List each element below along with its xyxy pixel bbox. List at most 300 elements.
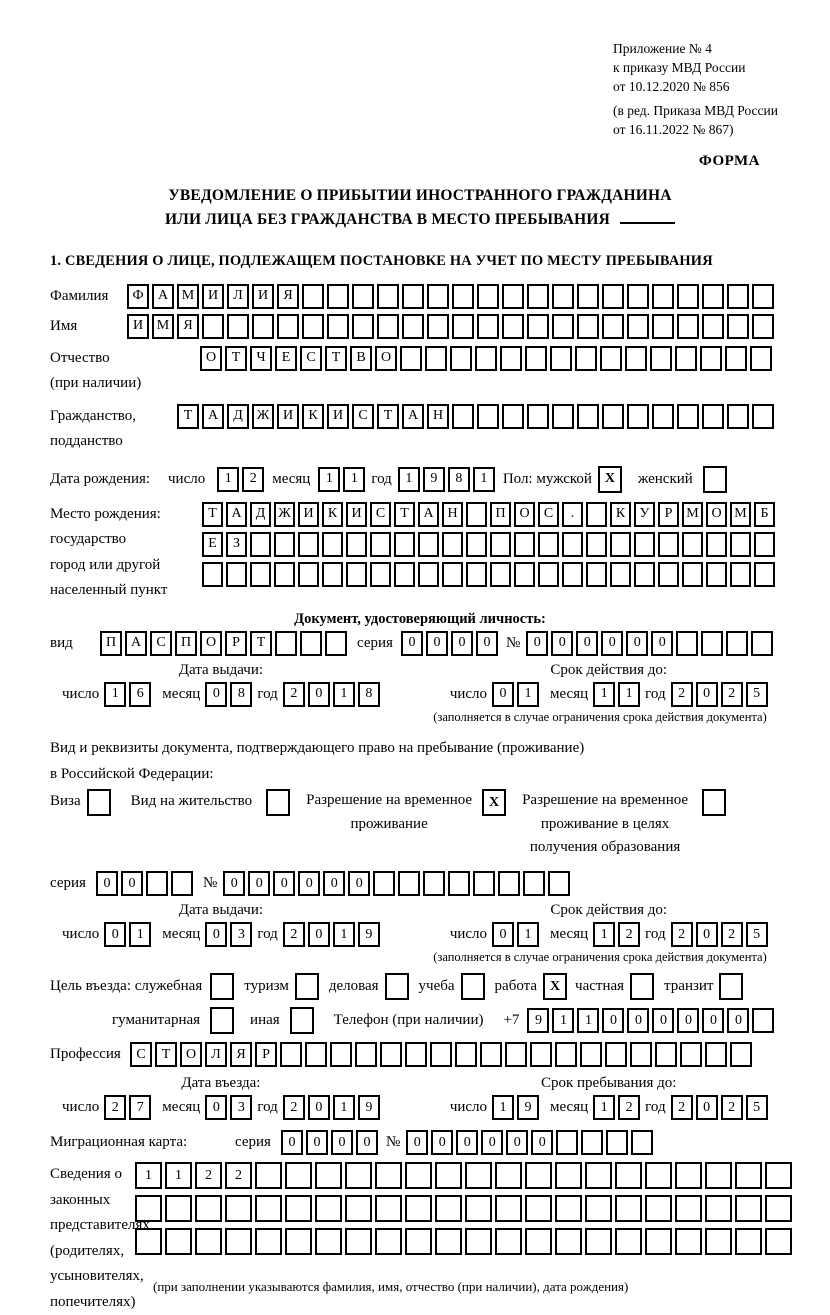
char-cell[interactable]: 0 bbox=[273, 871, 295, 896]
char-cell[interactable] bbox=[345, 1195, 372, 1222]
char-cell[interactable] bbox=[765, 1195, 792, 1222]
char-cell[interactable] bbox=[394, 562, 415, 587]
char-cell[interactable] bbox=[702, 284, 724, 309]
char-cell[interactable]: О bbox=[514, 502, 535, 527]
char-cell[interactable] bbox=[610, 562, 631, 587]
char-cell[interactable]: 2 bbox=[721, 1095, 743, 1120]
business-checkbox[interactable] bbox=[385, 973, 409, 1000]
char-cell[interactable] bbox=[585, 1162, 612, 1189]
char-cell[interactable]: Ч bbox=[250, 346, 272, 371]
char-cell[interactable] bbox=[538, 562, 559, 587]
char-cell[interactable] bbox=[552, 404, 574, 429]
doc-series-cells[interactable] bbox=[401, 631, 498, 656]
char-cell[interactable] bbox=[752, 1008, 774, 1033]
char-cell[interactable]: 1 bbox=[593, 922, 615, 947]
char-cell[interactable] bbox=[448, 871, 470, 896]
private-checkbox[interactable] bbox=[630, 973, 654, 1000]
char-cell[interactable]: А bbox=[226, 502, 247, 527]
residence-valid-month-cells[interactable] bbox=[593, 922, 640, 947]
char-cell[interactable] bbox=[423, 871, 445, 896]
char-cell[interactable] bbox=[452, 284, 474, 309]
char-cell[interactable] bbox=[345, 1162, 372, 1189]
char-cell[interactable] bbox=[730, 532, 751, 557]
char-cell[interactable]: А bbox=[202, 404, 224, 429]
char-cell[interactable]: 0 bbox=[601, 631, 623, 656]
char-cell[interactable] bbox=[302, 314, 324, 339]
char-cell[interactable]: 0 bbox=[401, 631, 423, 656]
char-cell[interactable] bbox=[427, 314, 449, 339]
representatives-cells-row3[interactable] bbox=[135, 1228, 792, 1255]
char-cell[interactable] bbox=[500, 346, 522, 371]
char-cell[interactable] bbox=[490, 562, 511, 587]
char-cell[interactable]: Л bbox=[227, 284, 249, 309]
residence-issue-month-cells[interactable] bbox=[205, 922, 252, 947]
char-cell[interactable]: К bbox=[322, 502, 343, 527]
char-cell[interactable] bbox=[658, 562, 679, 587]
doc-issue-day-cells[interactable] bbox=[104, 682, 151, 707]
char-cell[interactable]: 0 bbox=[205, 682, 227, 707]
char-cell[interactable]: 0 bbox=[476, 631, 498, 656]
char-cell[interactable] bbox=[252, 314, 274, 339]
char-cell[interactable]: О bbox=[180, 1042, 202, 1067]
doc-type-cells[interactable] bbox=[100, 631, 347, 656]
char-cell[interactable] bbox=[552, 314, 574, 339]
char-cell[interactable]: А bbox=[152, 284, 174, 309]
char-cell[interactable]: 1 bbox=[217, 467, 239, 492]
char-cell[interactable] bbox=[677, 314, 699, 339]
female-checkbox[interactable] bbox=[703, 466, 727, 493]
char-cell[interactable] bbox=[171, 871, 193, 896]
char-cell[interactable] bbox=[765, 1162, 792, 1189]
char-cell[interactable]: 0 bbox=[651, 631, 673, 656]
char-cell[interactable]: О bbox=[200, 346, 222, 371]
char-cell[interactable] bbox=[575, 346, 597, 371]
char-cell[interactable]: О bbox=[375, 346, 397, 371]
char-cell[interactable] bbox=[585, 1195, 612, 1222]
char-cell[interactable]: Р bbox=[255, 1042, 277, 1067]
char-cell[interactable]: 0 bbox=[481, 1130, 503, 1155]
char-cell[interactable]: 2 bbox=[618, 922, 640, 947]
char-cell[interactable] bbox=[726, 631, 748, 656]
char-cell[interactable] bbox=[652, 404, 674, 429]
char-cell[interactable] bbox=[135, 1228, 162, 1255]
char-cell[interactable]: Ж bbox=[252, 404, 274, 429]
char-cell[interactable]: 0 bbox=[205, 1095, 227, 1120]
temp-residence-edu-checkbox[interactable] bbox=[702, 789, 726, 816]
char-cell[interactable] bbox=[765, 1228, 792, 1255]
char-cell[interactable]: 1 bbox=[593, 682, 615, 707]
char-cell[interactable]: Б bbox=[754, 502, 775, 527]
char-cell[interactable] bbox=[465, 1228, 492, 1255]
name-cells[interactable] bbox=[127, 314, 774, 339]
char-cell[interactable]: С bbox=[538, 502, 559, 527]
char-cell[interactable]: А bbox=[402, 404, 424, 429]
char-cell[interactable] bbox=[627, 404, 649, 429]
char-cell[interactable] bbox=[562, 532, 583, 557]
char-cell[interactable]: У bbox=[634, 502, 655, 527]
char-cell[interactable]: М bbox=[152, 314, 174, 339]
char-cell[interactable]: Е bbox=[202, 532, 223, 557]
char-cell[interactable] bbox=[315, 1162, 342, 1189]
char-cell[interactable]: Н bbox=[442, 502, 463, 527]
char-cell[interactable]: Л bbox=[205, 1042, 227, 1067]
char-cell[interactable]: 1 bbox=[135, 1162, 162, 1189]
char-cell[interactable] bbox=[398, 871, 420, 896]
char-cell[interactable]: 1 bbox=[333, 682, 355, 707]
char-cell[interactable] bbox=[523, 871, 545, 896]
char-cell[interactable] bbox=[615, 1162, 642, 1189]
char-cell[interactable] bbox=[505, 1042, 527, 1067]
char-cell[interactable]: 0 bbox=[104, 922, 126, 947]
char-cell[interactable] bbox=[525, 1228, 552, 1255]
char-cell[interactable] bbox=[680, 1042, 702, 1067]
char-cell[interactable] bbox=[322, 562, 343, 587]
char-cell[interactable]: 2 bbox=[283, 1095, 305, 1120]
char-cell[interactable]: 7 bbox=[129, 1095, 151, 1120]
char-cell[interactable] bbox=[675, 1195, 702, 1222]
char-cell[interactable]: 2 bbox=[195, 1162, 222, 1189]
char-cell[interactable]: 1 bbox=[577, 1008, 599, 1033]
char-cell[interactable]: 9 bbox=[527, 1008, 549, 1033]
char-cell[interactable] bbox=[285, 1228, 312, 1255]
char-cell[interactable]: 1 bbox=[492, 1095, 514, 1120]
char-cell[interactable] bbox=[627, 284, 649, 309]
char-cell[interactable] bbox=[650, 346, 672, 371]
char-cell[interactable] bbox=[655, 1042, 677, 1067]
char-cell[interactable]: 2 bbox=[721, 682, 743, 707]
char-cell[interactable]: 2 bbox=[721, 922, 743, 947]
char-cell[interactable]: Ф bbox=[127, 284, 149, 309]
char-cell[interactable] bbox=[346, 532, 367, 557]
char-cell[interactable]: 1 bbox=[318, 467, 340, 492]
migration-card-series-cells[interactable] bbox=[281, 1130, 378, 1155]
char-cell[interactable] bbox=[450, 346, 472, 371]
other-purpose-checkbox[interactable] bbox=[290, 1007, 314, 1034]
char-cell[interactable] bbox=[466, 532, 487, 557]
char-cell[interactable] bbox=[325, 631, 347, 656]
char-cell[interactable]: С bbox=[150, 631, 172, 656]
char-cell[interactable] bbox=[645, 1195, 672, 1222]
tourism-checkbox[interactable] bbox=[295, 973, 319, 1000]
char-cell[interactable] bbox=[606, 1130, 628, 1155]
char-cell[interactable] bbox=[452, 314, 474, 339]
char-cell[interactable] bbox=[615, 1228, 642, 1255]
char-cell[interactable] bbox=[165, 1228, 192, 1255]
char-cell[interactable] bbox=[586, 532, 607, 557]
char-cell[interactable]: Т bbox=[377, 404, 399, 429]
visa-checkbox[interactable] bbox=[87, 789, 111, 816]
char-cell[interactable] bbox=[702, 404, 724, 429]
char-cell[interactable] bbox=[305, 1042, 327, 1067]
char-cell[interactable] bbox=[225, 1228, 252, 1255]
char-cell[interactable]: 9 bbox=[423, 467, 445, 492]
char-cell[interactable] bbox=[250, 562, 271, 587]
char-cell[interactable]: С bbox=[130, 1042, 152, 1067]
char-cell[interactable]: Т bbox=[177, 404, 199, 429]
char-cell[interactable] bbox=[552, 284, 574, 309]
char-cell[interactable]: В bbox=[350, 346, 372, 371]
char-cell[interactable] bbox=[514, 562, 535, 587]
char-cell[interactable]: 1 bbox=[517, 922, 539, 947]
char-cell[interactable]: 0 bbox=[727, 1008, 749, 1033]
char-cell[interactable] bbox=[751, 631, 773, 656]
temp-residence-checkbox[interactable]: X bbox=[482, 789, 506, 816]
char-cell[interactable]: 5 bbox=[746, 682, 768, 707]
char-cell[interactable]: Я bbox=[277, 284, 299, 309]
char-cell[interactable]: 0 bbox=[451, 631, 473, 656]
char-cell[interactable] bbox=[705, 1228, 732, 1255]
char-cell[interactable] bbox=[735, 1228, 762, 1255]
char-cell[interactable] bbox=[375, 1162, 402, 1189]
char-cell[interactable] bbox=[274, 532, 295, 557]
char-cell[interactable] bbox=[202, 562, 223, 587]
char-cell[interactable]: 0 bbox=[456, 1130, 478, 1155]
char-cell[interactable] bbox=[555, 1228, 582, 1255]
char-cell[interactable] bbox=[610, 532, 631, 557]
char-cell[interactable] bbox=[227, 314, 249, 339]
char-cell[interactable] bbox=[300, 631, 322, 656]
char-cell[interactable] bbox=[280, 1042, 302, 1067]
char-cell[interactable] bbox=[580, 1042, 602, 1067]
char-cell[interactable]: 0 bbox=[223, 871, 245, 896]
char-cell[interactable]: 0 bbox=[248, 871, 270, 896]
birthplace-cells-row3[interactable] bbox=[202, 562, 775, 587]
char-cell[interactable] bbox=[285, 1162, 312, 1189]
char-cell[interactable] bbox=[705, 1162, 732, 1189]
profession-cells[interactable] bbox=[130, 1042, 752, 1067]
char-cell[interactable] bbox=[556, 1130, 578, 1155]
char-cell[interactable] bbox=[701, 631, 723, 656]
char-cell[interactable] bbox=[435, 1162, 462, 1189]
char-cell[interactable] bbox=[466, 502, 487, 527]
char-cell[interactable]: 0 bbox=[323, 871, 345, 896]
char-cell[interactable] bbox=[250, 532, 271, 557]
char-cell[interactable]: Я bbox=[230, 1042, 252, 1067]
char-cell[interactable] bbox=[465, 1195, 492, 1222]
char-cell[interactable] bbox=[315, 1228, 342, 1255]
char-cell[interactable] bbox=[527, 404, 549, 429]
char-cell[interactable]: 0 bbox=[205, 922, 227, 947]
char-cell[interactable] bbox=[394, 532, 415, 557]
char-cell[interactable] bbox=[514, 532, 535, 557]
char-cell[interactable]: И bbox=[298, 502, 319, 527]
char-cell[interactable] bbox=[730, 562, 751, 587]
char-cell[interactable]: 0 bbox=[308, 922, 330, 947]
entry-day-cells[interactable] bbox=[104, 1095, 151, 1120]
char-cell[interactable] bbox=[705, 1195, 732, 1222]
char-cell[interactable] bbox=[675, 1228, 702, 1255]
char-cell[interactable] bbox=[195, 1228, 222, 1255]
char-cell[interactable] bbox=[735, 1195, 762, 1222]
char-cell[interactable] bbox=[490, 532, 511, 557]
char-cell[interactable] bbox=[585, 1228, 612, 1255]
residence-valid-year-cells[interactable] bbox=[671, 922, 768, 947]
char-cell[interactable]: 0 bbox=[551, 631, 573, 656]
entry-month-cells[interactable] bbox=[205, 1095, 252, 1120]
char-cell[interactable] bbox=[538, 532, 559, 557]
doc-valid-day-cells[interactable] bbox=[492, 682, 539, 707]
surname-cells[interactable] bbox=[127, 284, 774, 309]
char-cell[interactable]: Т bbox=[325, 346, 347, 371]
char-cell[interactable] bbox=[495, 1162, 522, 1189]
char-cell[interactable] bbox=[345, 1228, 372, 1255]
char-cell[interactable] bbox=[652, 314, 674, 339]
char-cell[interactable]: 2 bbox=[671, 1095, 693, 1120]
char-cell[interactable] bbox=[255, 1228, 282, 1255]
char-cell[interactable] bbox=[752, 284, 774, 309]
char-cell[interactable]: Т bbox=[155, 1042, 177, 1067]
char-cell[interactable] bbox=[495, 1228, 522, 1255]
char-cell[interactable]: 8 bbox=[230, 682, 252, 707]
char-cell[interactable] bbox=[682, 532, 703, 557]
char-cell[interactable]: 0 bbox=[652, 1008, 674, 1033]
char-cell[interactable] bbox=[418, 562, 439, 587]
char-cell[interactable]: 0 bbox=[306, 1130, 328, 1155]
char-cell[interactable] bbox=[675, 1162, 702, 1189]
char-cell[interactable] bbox=[346, 562, 367, 587]
char-cell[interactable] bbox=[400, 346, 422, 371]
char-cell[interactable] bbox=[430, 1042, 452, 1067]
char-cell[interactable]: 1 bbox=[473, 467, 495, 492]
char-cell[interactable] bbox=[202, 314, 224, 339]
char-cell[interactable] bbox=[435, 1228, 462, 1255]
char-cell[interactable] bbox=[548, 871, 570, 896]
stay-day-cells[interactable] bbox=[492, 1095, 539, 1120]
char-cell[interactable] bbox=[581, 1130, 603, 1155]
char-cell[interactable] bbox=[725, 346, 747, 371]
char-cell[interactable] bbox=[355, 1042, 377, 1067]
char-cell[interactable] bbox=[477, 404, 499, 429]
char-cell[interactable]: А bbox=[125, 631, 147, 656]
char-cell[interactable]: И bbox=[127, 314, 149, 339]
patronymic-cells[interactable] bbox=[200, 346, 772, 371]
char-cell[interactable] bbox=[370, 562, 391, 587]
char-cell[interactable]: 8 bbox=[358, 682, 380, 707]
char-cell[interactable] bbox=[615, 1195, 642, 1222]
char-cell[interactable] bbox=[727, 314, 749, 339]
char-cell[interactable] bbox=[327, 284, 349, 309]
char-cell[interactable] bbox=[730, 1042, 752, 1067]
char-cell[interactable] bbox=[455, 1042, 477, 1067]
residence-issue-year-cells[interactable] bbox=[283, 922, 380, 947]
char-cell[interactable]: 0 bbox=[506, 1130, 528, 1155]
char-cell[interactable] bbox=[627, 314, 649, 339]
char-cell[interactable]: 1 bbox=[129, 922, 151, 947]
char-cell[interactable] bbox=[377, 284, 399, 309]
char-cell[interactable] bbox=[425, 346, 447, 371]
char-cell[interactable] bbox=[645, 1228, 672, 1255]
doc-valid-year-cells[interactable] bbox=[671, 682, 768, 707]
char-cell[interactable]: И bbox=[346, 502, 367, 527]
char-cell[interactable] bbox=[700, 346, 722, 371]
char-cell[interactable] bbox=[602, 314, 624, 339]
char-cell[interactable] bbox=[370, 532, 391, 557]
char-cell[interactable] bbox=[135, 1195, 162, 1222]
char-cell[interactable] bbox=[226, 562, 247, 587]
char-cell[interactable]: М bbox=[730, 502, 751, 527]
transit-checkbox[interactable] bbox=[719, 973, 743, 1000]
char-cell[interactable]: 0 bbox=[348, 871, 370, 896]
char-cell[interactable] bbox=[195, 1195, 222, 1222]
char-cell[interactable] bbox=[675, 346, 697, 371]
char-cell[interactable] bbox=[380, 1042, 402, 1067]
char-cell[interactable]: 0 bbox=[602, 1008, 624, 1033]
char-cell[interactable]: Д bbox=[227, 404, 249, 429]
char-cell[interactable] bbox=[477, 314, 499, 339]
char-cell[interactable]: 0 bbox=[626, 631, 648, 656]
char-cell[interactable] bbox=[600, 346, 622, 371]
char-cell[interactable]: 0 bbox=[696, 922, 718, 947]
char-cell[interactable]: 2 bbox=[618, 1095, 640, 1120]
char-cell[interactable] bbox=[327, 314, 349, 339]
char-cell[interactable]: О bbox=[200, 631, 222, 656]
char-cell[interactable] bbox=[495, 1195, 522, 1222]
char-cell[interactable] bbox=[377, 314, 399, 339]
char-cell[interactable]: К bbox=[610, 502, 631, 527]
char-cell[interactable] bbox=[473, 871, 495, 896]
char-cell[interactable]: 0 bbox=[627, 1008, 649, 1033]
char-cell[interactable] bbox=[634, 532, 655, 557]
char-cell[interactable] bbox=[315, 1195, 342, 1222]
char-cell[interactable] bbox=[373, 871, 395, 896]
residence-series-cells[interactable] bbox=[96, 871, 193, 896]
work-checkbox[interactable]: X bbox=[543, 973, 567, 1000]
char-cell[interactable]: 2 bbox=[671, 682, 693, 707]
char-cell[interactable] bbox=[405, 1162, 432, 1189]
char-cell[interactable]: И bbox=[277, 404, 299, 429]
char-cell[interactable]: 0 bbox=[406, 1130, 428, 1155]
char-cell[interactable] bbox=[602, 404, 624, 429]
char-cell[interactable] bbox=[352, 284, 374, 309]
char-cell[interactable]: Н bbox=[427, 404, 449, 429]
char-cell[interactable]: И bbox=[327, 404, 349, 429]
char-cell[interactable] bbox=[706, 532, 727, 557]
char-cell[interactable]: 3 bbox=[230, 1095, 252, 1120]
char-cell[interactable]: 0 bbox=[281, 1130, 303, 1155]
char-cell[interactable]: 0 bbox=[492, 682, 514, 707]
char-cell[interactable] bbox=[702, 314, 724, 339]
char-cell[interactable] bbox=[405, 1228, 432, 1255]
char-cell[interactable] bbox=[630, 1042, 652, 1067]
char-cell[interactable] bbox=[555, 1042, 577, 1067]
stay-year-cells[interactable] bbox=[671, 1095, 768, 1120]
char-cell[interactable] bbox=[502, 314, 524, 339]
char-cell[interactable] bbox=[605, 1042, 627, 1067]
doc-number-cells[interactable] bbox=[526, 631, 773, 656]
char-cell[interactable] bbox=[555, 1195, 582, 1222]
char-cell[interactable]: Т bbox=[394, 502, 415, 527]
char-cell[interactable]: С bbox=[300, 346, 322, 371]
char-cell[interactable] bbox=[562, 562, 583, 587]
char-cell[interactable]: М bbox=[177, 284, 199, 309]
char-cell[interactable]: 0 bbox=[331, 1130, 353, 1155]
char-cell[interactable] bbox=[442, 562, 463, 587]
char-cell[interactable]: И bbox=[252, 284, 274, 309]
representatives-cells-row1[interactable] bbox=[135, 1162, 792, 1189]
char-cell[interactable]: П bbox=[100, 631, 122, 656]
char-cell[interactable] bbox=[302, 284, 324, 309]
char-cell[interactable] bbox=[727, 404, 749, 429]
char-cell[interactable] bbox=[285, 1195, 312, 1222]
char-cell[interactable] bbox=[550, 346, 572, 371]
char-cell[interactable] bbox=[475, 346, 497, 371]
char-cell[interactable] bbox=[525, 1195, 552, 1222]
char-cell[interactable] bbox=[677, 404, 699, 429]
residence-number-cells[interactable] bbox=[223, 871, 570, 896]
char-cell[interactable] bbox=[375, 1195, 402, 1222]
char-cell[interactable] bbox=[676, 631, 698, 656]
char-cell[interactable]: 5 bbox=[746, 922, 768, 947]
